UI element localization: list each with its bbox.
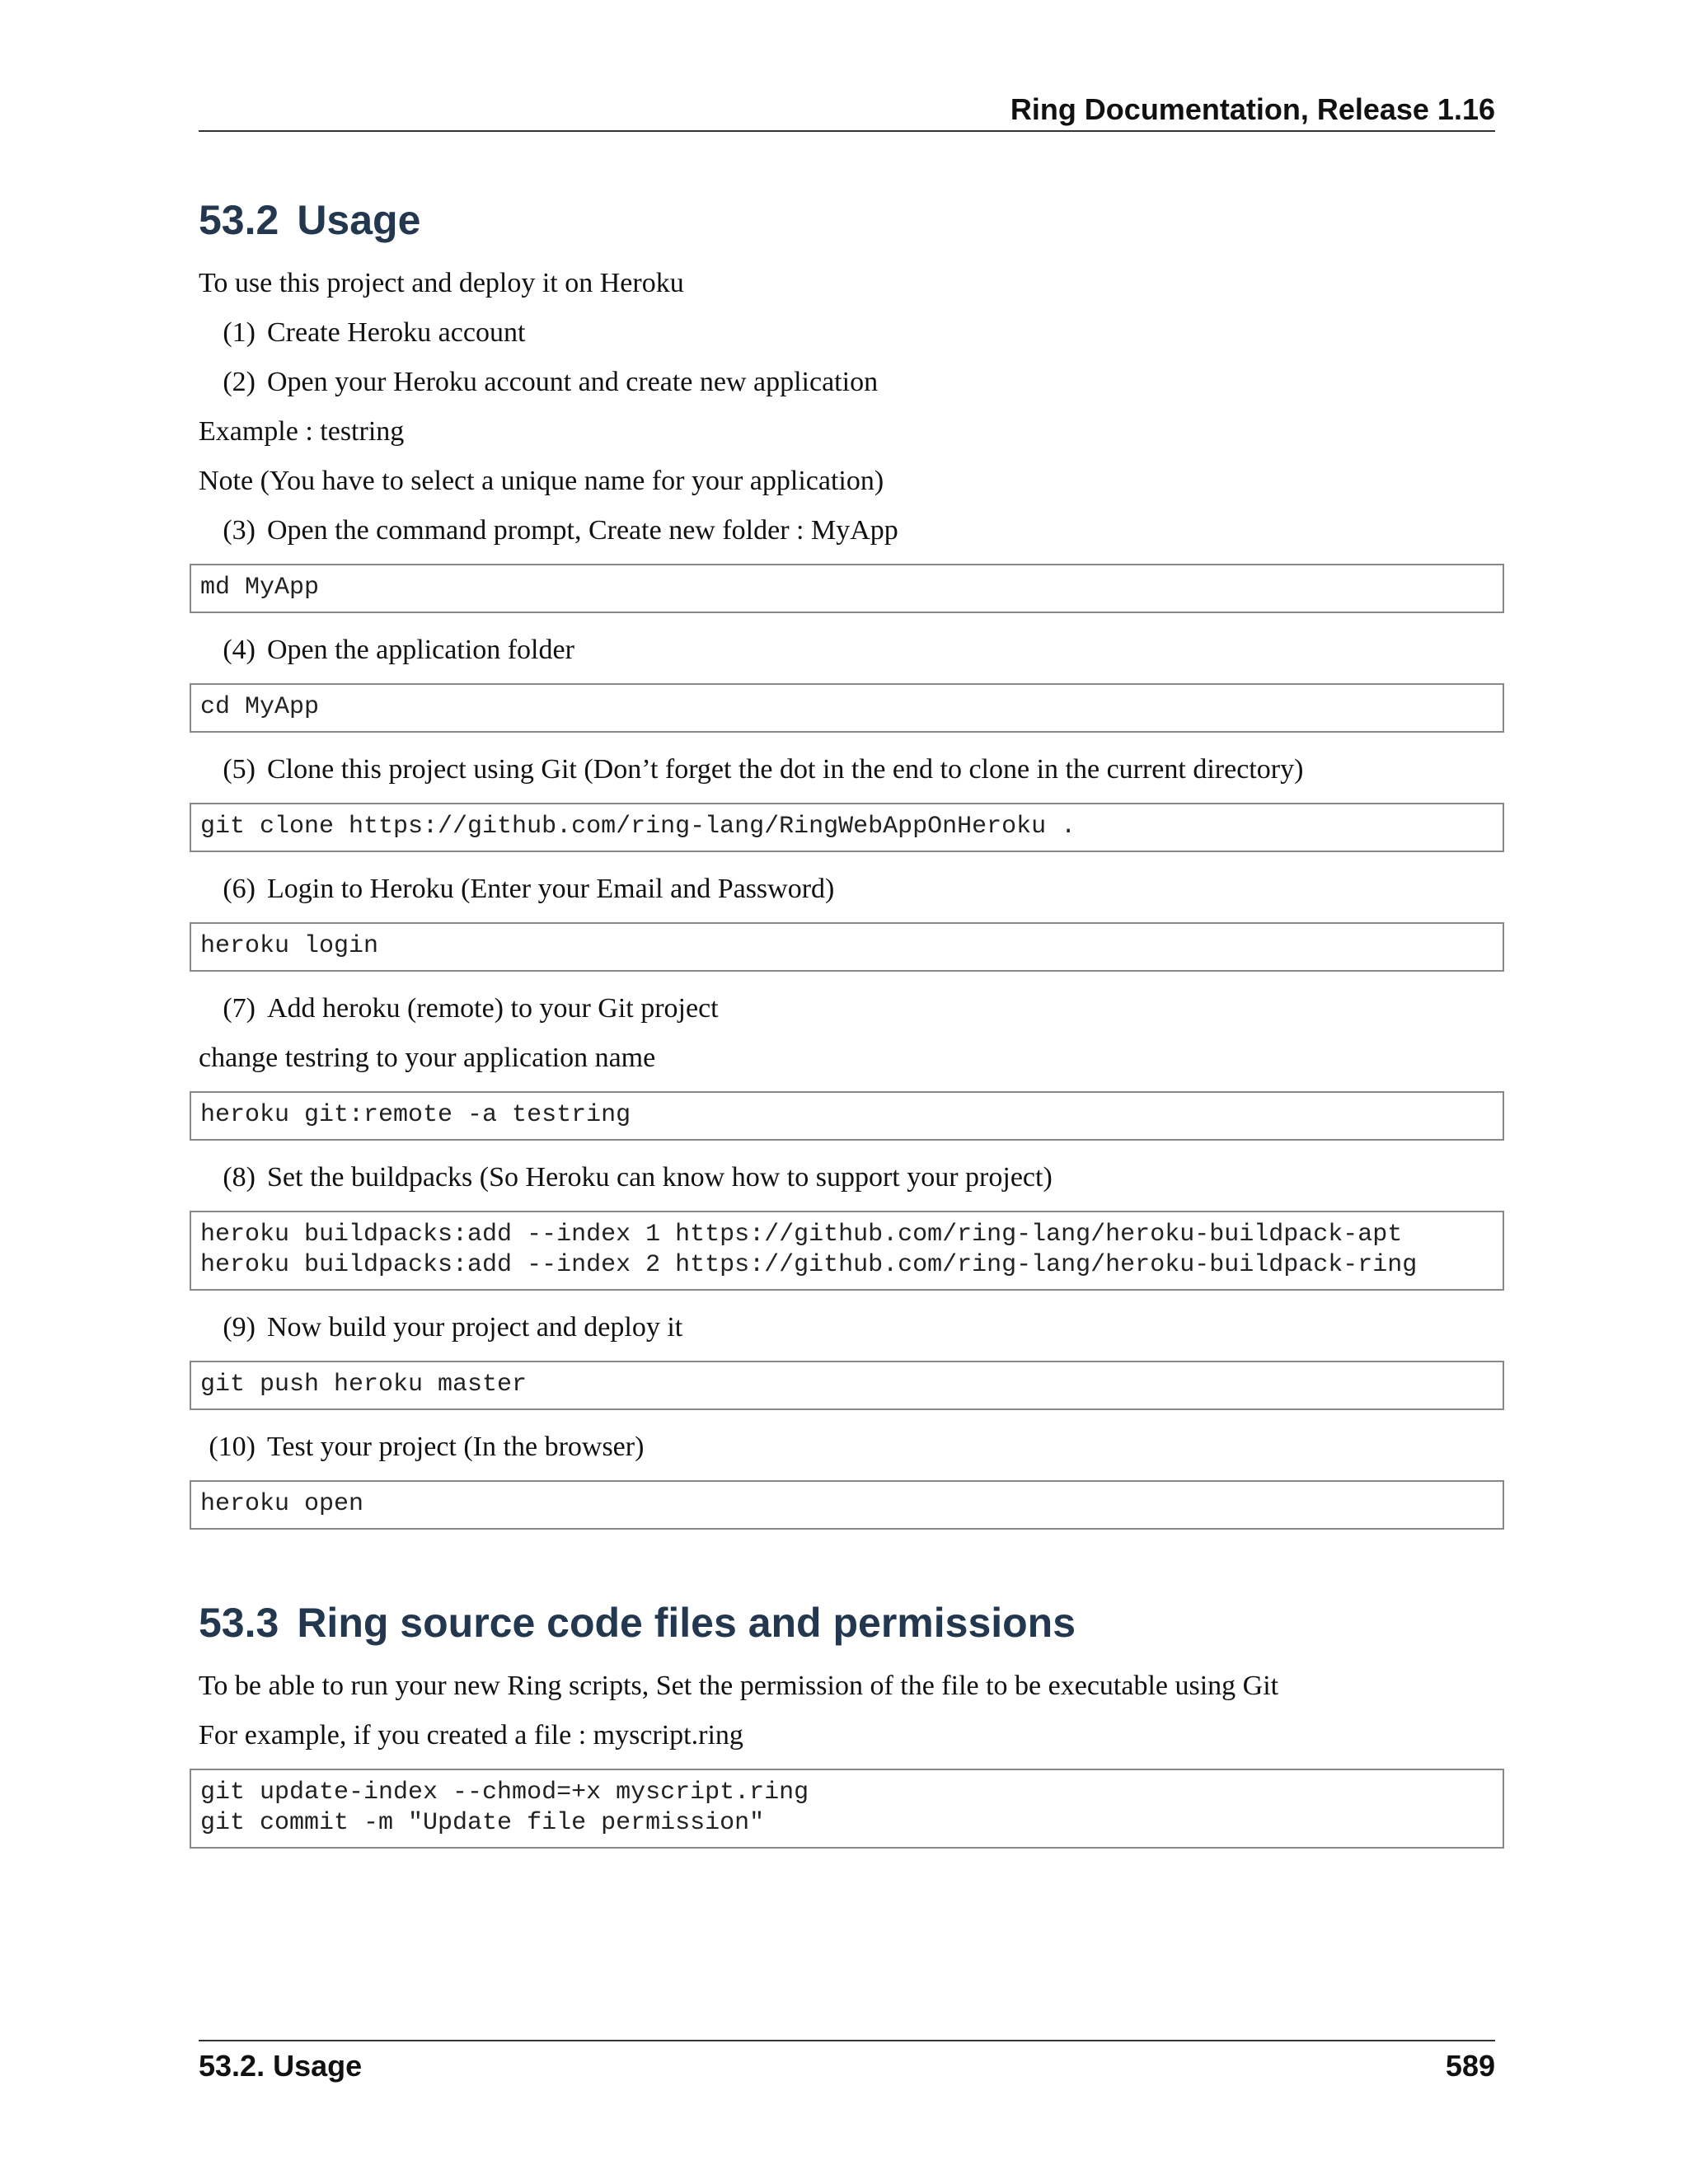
header-rule [199,130,1495,132]
step-number: (2) [223,367,256,397]
step-number: (1) [223,317,256,348]
step-text: Set the buildpacks (So Heroku can know how to support your project) [267,1162,1053,1193]
step-text: Open the command prompt, Create new folder : MyApp [267,515,898,546]
step-8 [199,1161,1495,1194]
step-number: (5) [223,754,256,785]
intro-paragraph: To use this project and deploy it on Heroku [199,268,684,298]
step-text: Open the application folder [267,635,574,665]
footer-rule [199,2040,1495,2041]
example-paragraph: For example, if you created a file : myscript.ring [199,1720,743,1750]
code-block-cd: cd MyApp [190,683,1504,733]
document-page [199,0,1495,2184]
step-5 [199,753,1495,786]
step-text: Create Heroku account [267,317,526,348]
step-2 [199,366,1495,399]
page-content [199,190,1495,1869]
step-number: (6) [223,874,256,904]
code-block-git-push: git push heroku master [190,1361,1504,1410]
step-7-note: change testring to your application name [199,1043,656,1073]
code-block-md: md MyApp [190,564,1504,613]
step-number: (3) [223,515,256,546]
running-footer [199,2049,1495,2083]
step-9 [199,1311,1495,1344]
step-number: (9) [223,1312,256,1343]
code-block-heroku-open: heroku open [190,1480,1504,1530]
step-text: Login to Heroku (Enter your Email and Password) [267,874,835,904]
step-number: (4) [223,635,256,665]
step-text: Clone this project using Git (Don’t forget the dot in the end to clone in the current directory) [267,754,1304,785]
step-number: (10) [209,1432,256,1462]
step-3 [199,514,1495,547]
section-heading-permissions [199,1592,1495,1653]
step-6 [199,873,1495,906]
note-paragraph: Note (You have to select a unique name for your application) [199,466,884,496]
code-block-git-remote: heroku git:remote -a testring [190,1091,1504,1141]
step-number: (7) [223,993,256,1024]
step-7 [199,992,1495,1025]
step-text: Now build your project and deploy it [267,1312,683,1343]
section-title: Usage [297,197,421,243]
section-title: Ring source code files and permissions [297,1600,1076,1646]
step-text: Add heroku (remote) to your Git project [267,993,719,1024]
page-number: 589 [1445,2049,1495,2083]
step-10 [199,1431,1495,1464]
example-paragraph: Example : testring [199,416,405,447]
running-header: Ring Documentation, Release 1.16 [1010,92,1495,126]
step-text: Open your Heroku account and create new application [267,367,879,397]
permissions-paragraph: To be able to run your new Ring scripts, Set the permission of the file to be executable using Git [199,1671,1279,1701]
code-block-buildpacks: heroku buildpacks:add --index 1 https://github.com/ring-lang/heroku-buildpack-apt heroku buildpacks:add --index 2 https://github.com/ring-lang/heroku-buildpack-ring [190,1211,1504,1291]
step-4 [199,634,1495,667]
footer-section: 53.2. Usage [199,2049,363,2083]
section-number: 53.3 [199,1600,279,1646]
step-text: Test your project (In the browser) [267,1432,645,1462]
code-block-heroku-login: heroku login [190,922,1504,972]
code-block-chmod: git update-index --chmod=+x myscript.ring git commit -m "Update file permission" [190,1769,1504,1849]
step-1 [199,316,1495,349]
code-block-git-clone: git clone https://github.com/ring-lang/RingWebAppOnHeroku . [190,803,1504,852]
step-number: (8) [223,1162,256,1193]
section-heading-usage [199,190,1495,251]
section-number: 53.2 [199,197,279,243]
